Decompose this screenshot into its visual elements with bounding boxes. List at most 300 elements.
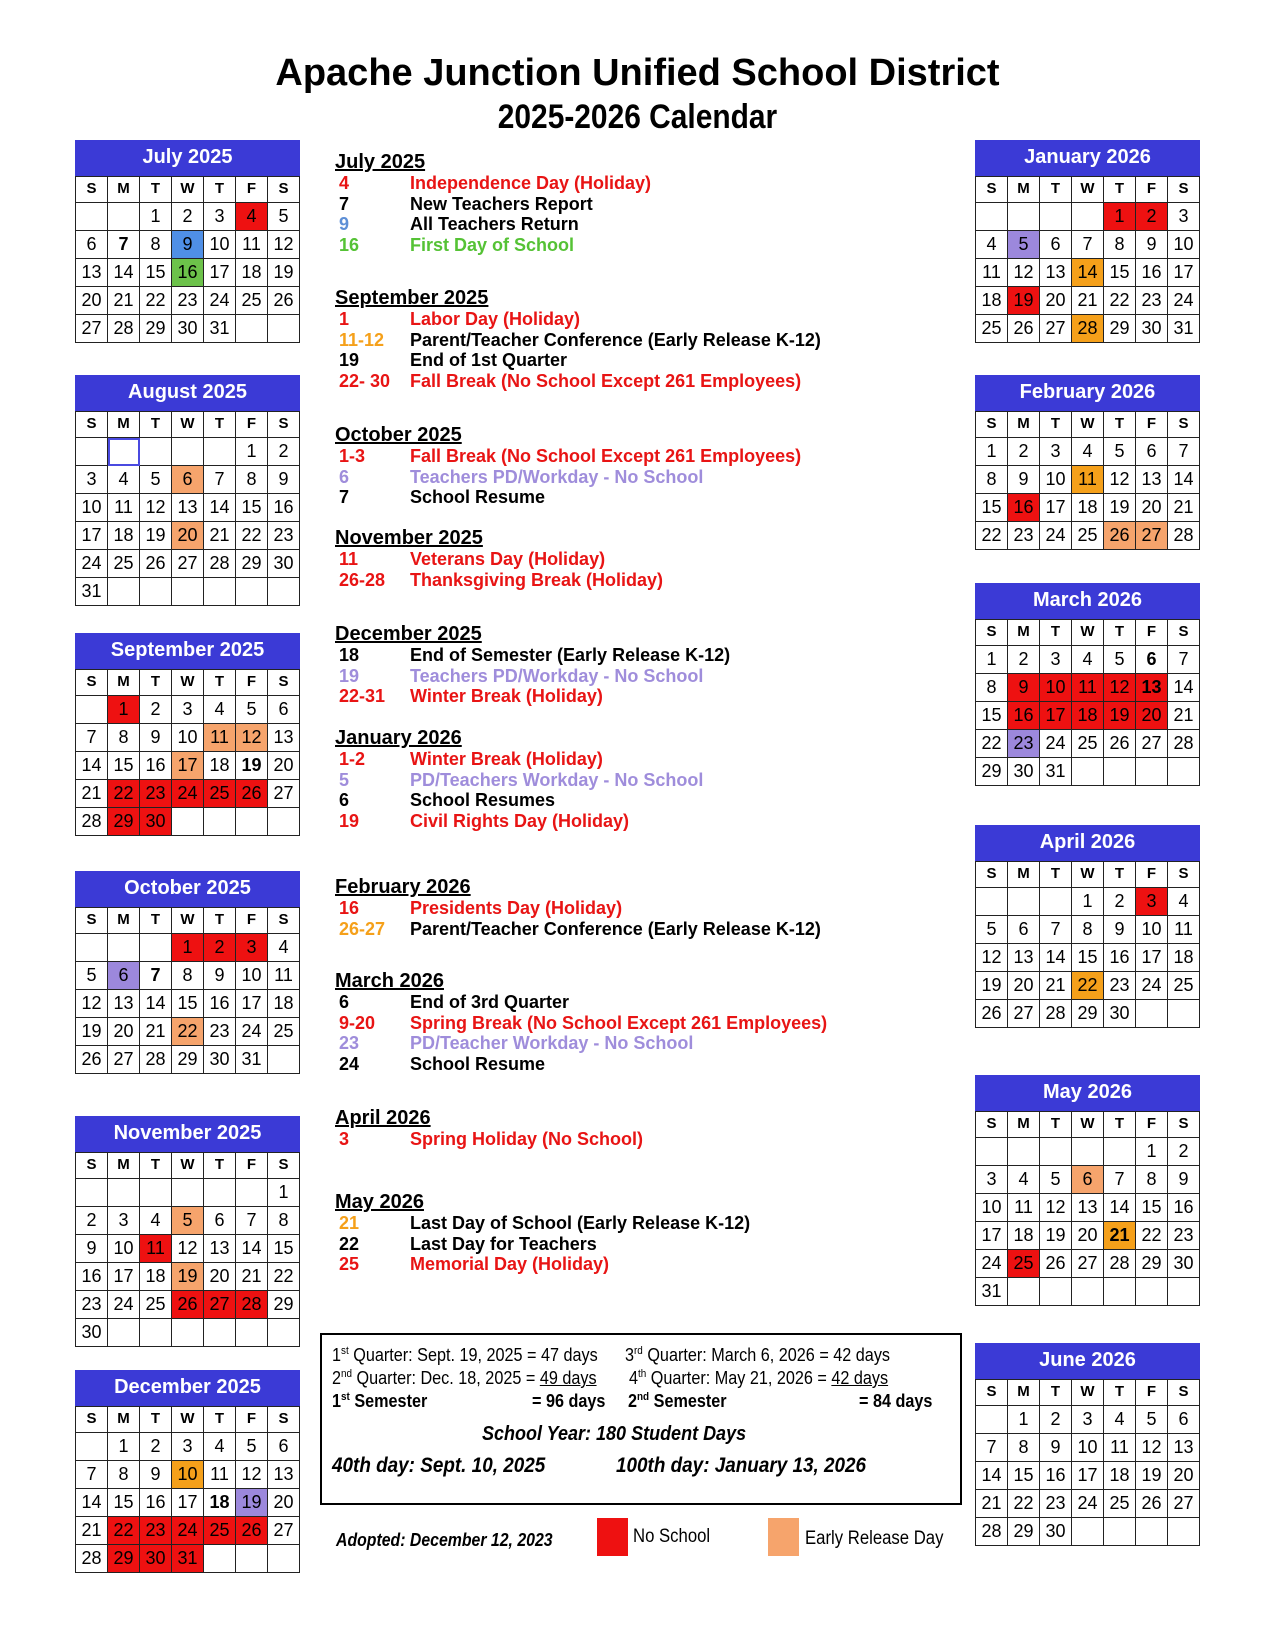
calendar-day: 25	[1072, 730, 1104, 758]
calendar-day: 28	[1104, 1250, 1136, 1278]
event-row	[335, 1129, 915, 1150]
calendar-day: 22	[1072, 972, 1104, 1000]
semester-1-days: = 96 days	[532, 1391, 606, 1411]
event-month-block	[335, 1191, 915, 1275]
calendar-day: 30	[1040, 1518, 1072, 1546]
calendar-day: 11	[236, 231, 268, 259]
weekday-header: S	[268, 1153, 300, 1179]
weekday-header: M	[108, 1407, 140, 1433]
event-description: Labor Day (Holiday)	[410, 309, 581, 329]
calendar-day: 21	[236, 1263, 268, 1291]
weekday-header: M	[108, 412, 140, 438]
calendar-day: 29	[1104, 315, 1136, 343]
calendar-day: 18	[1008, 1222, 1040, 1250]
calendar-day: 27	[1072, 1250, 1104, 1278]
calendar-day: 7	[1168, 646, 1200, 674]
event-description: School Resume	[410, 487, 546, 507]
weekday-header: T	[204, 908, 236, 934]
weekday-header: S	[976, 1380, 1008, 1406]
calendar-day: 8	[172, 962, 204, 990]
calendar-day: 8	[140, 231, 172, 259]
event-date: 16	[339, 234, 360, 255]
calendar-day: 20	[1136, 494, 1168, 522]
calendar-day: 4	[1168, 888, 1200, 916]
calendar-day: 1	[1104, 203, 1136, 231]
calendar-day: 14	[236, 1235, 268, 1263]
calendar-empty-cell	[172, 438, 204, 466]
calendar-day: 25	[1168, 972, 1200, 1000]
calendar-day: 13	[1136, 674, 1168, 702]
calendar-empty-cell	[76, 203, 108, 231]
weekday-header: S	[976, 177, 1008, 203]
calendar-day: 20	[1168, 1462, 1200, 1490]
calendar-day: 7	[108, 231, 140, 259]
calendar-day: 8	[108, 724, 140, 752]
event-description: Civil Rights Day (Holiday)	[410, 810, 630, 831]
calendar-day: 24	[1040, 522, 1072, 550]
calendar-day: 28	[1168, 730, 1200, 758]
calendar-day: 29	[1008, 1518, 1040, 1546]
calendar-day: 11	[268, 962, 300, 990]
calendar-day: 2	[1040, 1406, 1072, 1434]
event-description: Teachers PD/Workday - No School	[410, 665, 704, 686]
weekday-header: T	[1104, 620, 1136, 646]
calendar-day: 20	[1136, 702, 1168, 730]
calendar-day: 10	[108, 1235, 140, 1263]
event-description: New Teachers Report	[410, 193, 593, 214]
calendar-day: 4	[1072, 646, 1104, 674]
calendar-day: 12	[236, 1461, 268, 1489]
calendar-day: 14	[1040, 944, 1072, 972]
calendar-day: 14	[76, 1489, 108, 1517]
calendar-day: 14	[1168, 674, 1200, 702]
calendar-day: 11	[140, 1235, 172, 1263]
calendar-day: 15	[108, 1489, 140, 1517]
calendar-day: 21	[1104, 1222, 1136, 1250]
calendar-day: 8	[976, 466, 1008, 494]
event-row	[335, 666, 915, 687]
calendar-empty-cell	[236, 808, 268, 836]
calendar-day: 4	[204, 696, 236, 724]
weekday-header: S	[268, 177, 300, 203]
calendar-day: 13	[108, 990, 140, 1018]
calendar-day: 21	[108, 287, 140, 315]
calendar-day: 6	[1072, 1166, 1104, 1194]
calendar-day: 24	[204, 287, 236, 315]
calendar-day: 20	[108, 1018, 140, 1046]
calendar-day: 6	[1008, 916, 1040, 944]
calendar-day: 17	[976, 1222, 1008, 1250]
calendar-day: 23	[172, 287, 204, 315]
calendar-day: 23	[1040, 1490, 1072, 1518]
calendar-day: 1	[172, 934, 204, 962]
calendar-day: 16	[1040, 1462, 1072, 1490]
event-date: 22- 30	[339, 370, 391, 391]
calendar-day: 13	[76, 259, 108, 287]
calendar-day: 29	[108, 808, 140, 836]
weekday-header: W	[172, 908, 204, 934]
weekday-header: M	[1008, 412, 1040, 438]
calendar-day: 21	[1072, 287, 1104, 315]
weekday-header: T	[140, 908, 172, 934]
calendar-day: 16	[1008, 494, 1040, 522]
calendar-empty-cell	[1072, 1518, 1104, 1546]
weekday-header: S	[976, 1112, 1008, 1138]
weekday-header: F	[1136, 412, 1168, 438]
calendar-day: 15	[1104, 259, 1136, 287]
calendar-day: 26	[236, 780, 268, 808]
calendar-day: 28	[76, 808, 108, 836]
calendar-empty-cell	[976, 1138, 1008, 1166]
calendar-empty-cell	[976, 203, 1008, 231]
calendar-empty-cell	[268, 1545, 300, 1573]
calendar-day: 30	[1168, 1250, 1200, 1278]
calendar-day: 9	[76, 1235, 108, 1263]
calendar-grid	[975, 1111, 1200, 1306]
weekday-header: S	[1168, 1380, 1200, 1406]
calendar-day: 25	[236, 287, 268, 315]
event-row	[335, 645, 915, 666]
calendar-day: 5	[76, 962, 108, 990]
weekday-header: T	[204, 1153, 236, 1179]
calendar-day: 9	[140, 724, 172, 752]
calendar-day: 11	[1168, 916, 1200, 944]
mini-calendar	[975, 140, 1200, 343]
calendar-day: 26	[1040, 1250, 1072, 1278]
weekday-header: T	[1104, 1112, 1136, 1138]
calendar-day: 21	[1168, 494, 1200, 522]
calendar-day: 16	[1136, 259, 1168, 287]
weekday-header: T	[1104, 412, 1136, 438]
calendar-day: 15	[1136, 1194, 1168, 1222]
calendar-day: 17	[172, 752, 204, 780]
event-description: Fall Break (No School Except 261 Employees)	[410, 370, 802, 391]
calendar-day: 10	[1168, 231, 1200, 259]
calendar-grid	[75, 411, 300, 606]
event-month-block	[335, 876, 915, 939]
calendar-day: 28	[140, 1046, 172, 1074]
event-date: 6	[339, 992, 350, 1012]
weekday-header: M	[108, 177, 140, 203]
calendar-day: 30	[140, 1545, 172, 1573]
event-description: Veterans Day (Holiday)	[410, 549, 606, 569]
calendar-day: 3	[1040, 646, 1072, 674]
calendar-day: 12	[268, 231, 300, 259]
event-row	[335, 309, 915, 330]
calendar-day: 10	[1040, 674, 1072, 702]
weekday-header: W	[1072, 862, 1104, 888]
calendar-day: 4	[140, 1207, 172, 1235]
calendar-day: 14	[976, 1462, 1008, 1490]
calendar-day: 19	[1008, 287, 1040, 315]
calendar-empty-cell	[1168, 1278, 1200, 1306]
event-row	[335, 898, 915, 919]
calendar-day: 25	[1072, 522, 1104, 550]
calendar-empty-cell	[268, 1046, 300, 1074]
event-row	[335, 749, 915, 770]
calendar-day: 30	[140, 808, 172, 836]
calendar-day: 18	[1104, 1462, 1136, 1490]
weekday-header: S	[1168, 1112, 1200, 1138]
calendar-day: 9	[204, 962, 236, 990]
event-month-block	[335, 1107, 915, 1150]
calendar-month-header: July 2025	[75, 140, 300, 176]
calendar-day: 17	[76, 522, 108, 550]
day-100: 100th day: January 13, 2026	[616, 1454, 867, 1477]
weekday-header: S	[1168, 620, 1200, 646]
weekday-header: F	[236, 412, 268, 438]
calendar-day: 11	[1104, 1434, 1136, 1462]
calendar-day: 2	[140, 696, 172, 724]
weekday-header: W	[172, 1407, 204, 1433]
weekday-header: W	[1072, 177, 1104, 203]
event-month-title: February 2026	[335, 876, 471, 898]
weekday-header: S	[76, 1407, 108, 1433]
calendar-day: 29	[1136, 1250, 1168, 1278]
calendar-day: 13	[1136, 466, 1168, 494]
calendar-day: 12	[1104, 674, 1136, 702]
calendar-day: 17	[204, 259, 236, 287]
calendar-day: 9	[1168, 1166, 1200, 1194]
calendar-day: 29	[140, 315, 172, 343]
event-date: 7	[339, 487, 350, 507]
calendar-day: 20	[268, 752, 300, 780]
calendar-day: 9	[1136, 231, 1168, 259]
calendar-day: 30	[204, 1046, 236, 1074]
event-date: 19	[339, 665, 360, 686]
calendar-day: 17	[1040, 494, 1072, 522]
calendar-day: 23	[1008, 730, 1040, 758]
calendar-day: 26	[1136, 1490, 1168, 1518]
calendar-grid	[975, 861, 1200, 1028]
event-row	[335, 790, 915, 811]
calendar-day: 23	[76, 1291, 108, 1319]
calendar-day: 27	[76, 315, 108, 343]
calendar-day: 25	[204, 780, 236, 808]
event-date: 1-3	[339, 446, 366, 466]
calendar-day: 20	[1072, 1222, 1104, 1250]
calendar-empty-cell	[204, 1545, 236, 1573]
calendar-empty-cell	[1168, 758, 1200, 786]
calendar-day: 1	[108, 1433, 140, 1461]
calendar-empty-cell	[140, 934, 172, 962]
calendar-day: 18	[204, 1489, 236, 1517]
calendar-day: 16	[140, 1489, 172, 1517]
calendar-day: 25	[268, 1018, 300, 1046]
weekday-header: S	[268, 1407, 300, 1433]
calendar-day: 24	[976, 1250, 1008, 1278]
event-date: 4	[339, 173, 350, 193]
calendar-day: 3	[172, 1433, 204, 1461]
calendar-day: 10	[976, 1194, 1008, 1222]
calendar-day: 1	[1072, 888, 1104, 916]
weekday-header: W	[172, 1153, 204, 1179]
calendar-day: 29	[236, 550, 268, 578]
calendar-empty-cell	[236, 1179, 268, 1207]
calendar-day: 5	[268, 203, 300, 231]
calendar-day: 8	[108, 1461, 140, 1489]
event-month-block	[335, 424, 915, 508]
calendar-empty-cell	[1040, 203, 1072, 231]
calendar-day: 22	[140, 287, 172, 315]
calendar-day: 3	[976, 1166, 1008, 1194]
calendar-day: 24	[1168, 287, 1200, 315]
calendar-day: 18	[1072, 702, 1104, 730]
weekday-header: M	[1008, 862, 1040, 888]
calendar-month-header: March 2026	[975, 583, 1200, 619]
calendar-day: 27	[1136, 730, 1168, 758]
event-month-title: July 2025	[335, 151, 426, 173]
mini-calendar	[75, 375, 300, 606]
calendar-day: 26	[236, 1517, 268, 1545]
calendar-day: 23	[140, 1517, 172, 1545]
calendar-day: 3	[1136, 888, 1168, 916]
calendar-day: 23	[140, 780, 172, 808]
event-date: 22	[339, 1233, 360, 1254]
calendar-day: 19	[172, 1263, 204, 1291]
calendar-day: 18	[140, 1263, 172, 1291]
calendar-day: 8	[976, 674, 1008, 702]
calendar-empty-cell	[1168, 1000, 1200, 1028]
calendar-day: 20	[204, 1263, 236, 1291]
calendar-empty-cell	[140, 1179, 172, 1207]
calendar-day: 30	[76, 1319, 108, 1347]
event-date: 21	[339, 1213, 360, 1233]
event-description: End of 1st Quarter	[410, 350, 568, 370]
calendar-day: 8	[1072, 916, 1104, 944]
event-description: PD/Teachers Workday - No School	[410, 769, 704, 790]
event-date: 19	[339, 350, 360, 370]
calendar-day: 21	[1168, 702, 1200, 730]
calendar-day: 4	[976, 231, 1008, 259]
calendar-day: 2	[1008, 438, 1040, 466]
calendar-day: 16	[76, 1263, 108, 1291]
calendar-day: 5	[1104, 646, 1136, 674]
calendar-day: 31	[76, 578, 108, 606]
weekday-header: S	[268, 670, 300, 696]
calendar-day: 31	[236, 1046, 268, 1074]
district-title: Apache Junction Unified School District	[275, 52, 1000, 94]
calendar-day: 5	[140, 466, 172, 494]
calendar-day: 19	[1040, 1222, 1072, 1250]
calendar-empty-cell	[140, 438, 172, 466]
quarter-2-line: 2nd Quarter: Dec. 18, 2025 = 49 days	[332, 1368, 597, 1388]
calendar-day: 19	[1104, 702, 1136, 730]
event-description: Presidents Day (Holiday)	[410, 898, 623, 918]
calendar-day: 28	[76, 1545, 108, 1573]
calendar-day: 13	[268, 724, 300, 752]
calendar-day: 7	[1168, 438, 1200, 466]
calendar-day: 27	[1008, 1000, 1040, 1028]
quarter-3-line: 3rd Quarter: March 6, 2026 = 42 days	[625, 1345, 891, 1365]
event-date: 26-27	[339, 918, 386, 939]
weekday-header: W	[172, 177, 204, 203]
calendar-day: 10	[172, 724, 204, 752]
event-date: 6	[339, 790, 350, 810]
calendar-day: 3	[172, 696, 204, 724]
event-date: 22-31	[339, 686, 386, 706]
weekday-header: F	[1136, 1112, 1168, 1138]
event-month-title: September 2025	[335, 287, 489, 309]
event-month-block	[335, 527, 915, 590]
calendar-day: 29	[1072, 1000, 1104, 1028]
calendar-day: 6	[1040, 231, 1072, 259]
calendar-day: 29	[172, 1046, 204, 1074]
calendar-empty-cell	[1136, 1518, 1168, 1546]
calendar-day: 20	[1008, 972, 1040, 1000]
calendar-day: 16	[172, 259, 204, 287]
calendar-empty-cell	[108, 438, 140, 466]
weekday-header: T	[1040, 412, 1072, 438]
calendar-day: 5	[236, 1433, 268, 1461]
event-month-title: December 2025	[335, 623, 482, 645]
weekday-header: S	[1168, 412, 1200, 438]
event-row	[335, 487, 915, 508]
calendar-day: 19	[1104, 494, 1136, 522]
weekday-header: W	[1072, 1380, 1104, 1406]
calendar-day: 8	[1104, 231, 1136, 259]
weekday-header: W	[172, 670, 204, 696]
calendar-day: 11	[1072, 674, 1104, 702]
calendar-day: 14	[1104, 1194, 1136, 1222]
calendar-day: 18	[976, 287, 1008, 315]
calendar-day: 4	[268, 934, 300, 962]
weekday-header: F	[236, 1153, 268, 1179]
calendar-day: 17	[1136, 944, 1168, 972]
weekday-header: S	[268, 412, 300, 438]
calendar-empty-cell	[268, 1319, 300, 1347]
calendar-day: 23	[1104, 972, 1136, 1000]
calendar-empty-cell	[1008, 1138, 1040, 1166]
event-date: 9	[339, 214, 350, 234]
event-month-title: January 2026	[335, 727, 462, 749]
mini-calendar	[75, 871, 300, 1074]
event-description: PD/Teacher Workday - No School	[410, 1033, 694, 1053]
weekday-header: M	[108, 908, 140, 934]
calendar-day: 29	[268, 1291, 300, 1319]
calendar-empty-cell	[976, 1406, 1008, 1434]
mini-calendar	[975, 1075, 1200, 1306]
semester-2-days: = 84 days	[859, 1391, 933, 1411]
calendar-day: 1	[140, 203, 172, 231]
calendar-day: 3	[236, 934, 268, 962]
school-year-days: School Year: 180 Student Days	[482, 1423, 747, 1445]
calendar-day: 22	[108, 1517, 140, 1545]
calendar-day: 15	[268, 1235, 300, 1263]
calendar-empty-cell	[1008, 203, 1040, 231]
calendar-month-header: November 2025	[75, 1116, 300, 1152]
event-row	[335, 1234, 915, 1255]
calendar-day: 4	[204, 1433, 236, 1461]
calendar-day: 1	[976, 438, 1008, 466]
calendar-day: 8	[1008, 1434, 1040, 1462]
calendar-day: 12	[172, 1235, 204, 1263]
event-row	[335, 570, 915, 591]
event-row	[335, 235, 915, 256]
calendar-empty-cell	[76, 934, 108, 962]
event-description: End of Semester (Early Release K-12)	[410, 645, 731, 665]
calendar-day: 7	[976, 1434, 1008, 1462]
calendar-day: 5	[1104, 438, 1136, 466]
calendar-day: 14	[76, 752, 108, 780]
event-description: Memorial Day (Holiday)	[410, 1254, 610, 1274]
calendar-day: 18	[1168, 944, 1200, 972]
calendar-day: 28	[236, 1291, 268, 1319]
calendar-day: 13	[1072, 1194, 1104, 1222]
day-40: 40th day: Sept. 10, 2025	[332, 1454, 546, 1477]
calendar-day: 1	[268, 1179, 300, 1207]
calendar-day: 17	[1168, 259, 1200, 287]
